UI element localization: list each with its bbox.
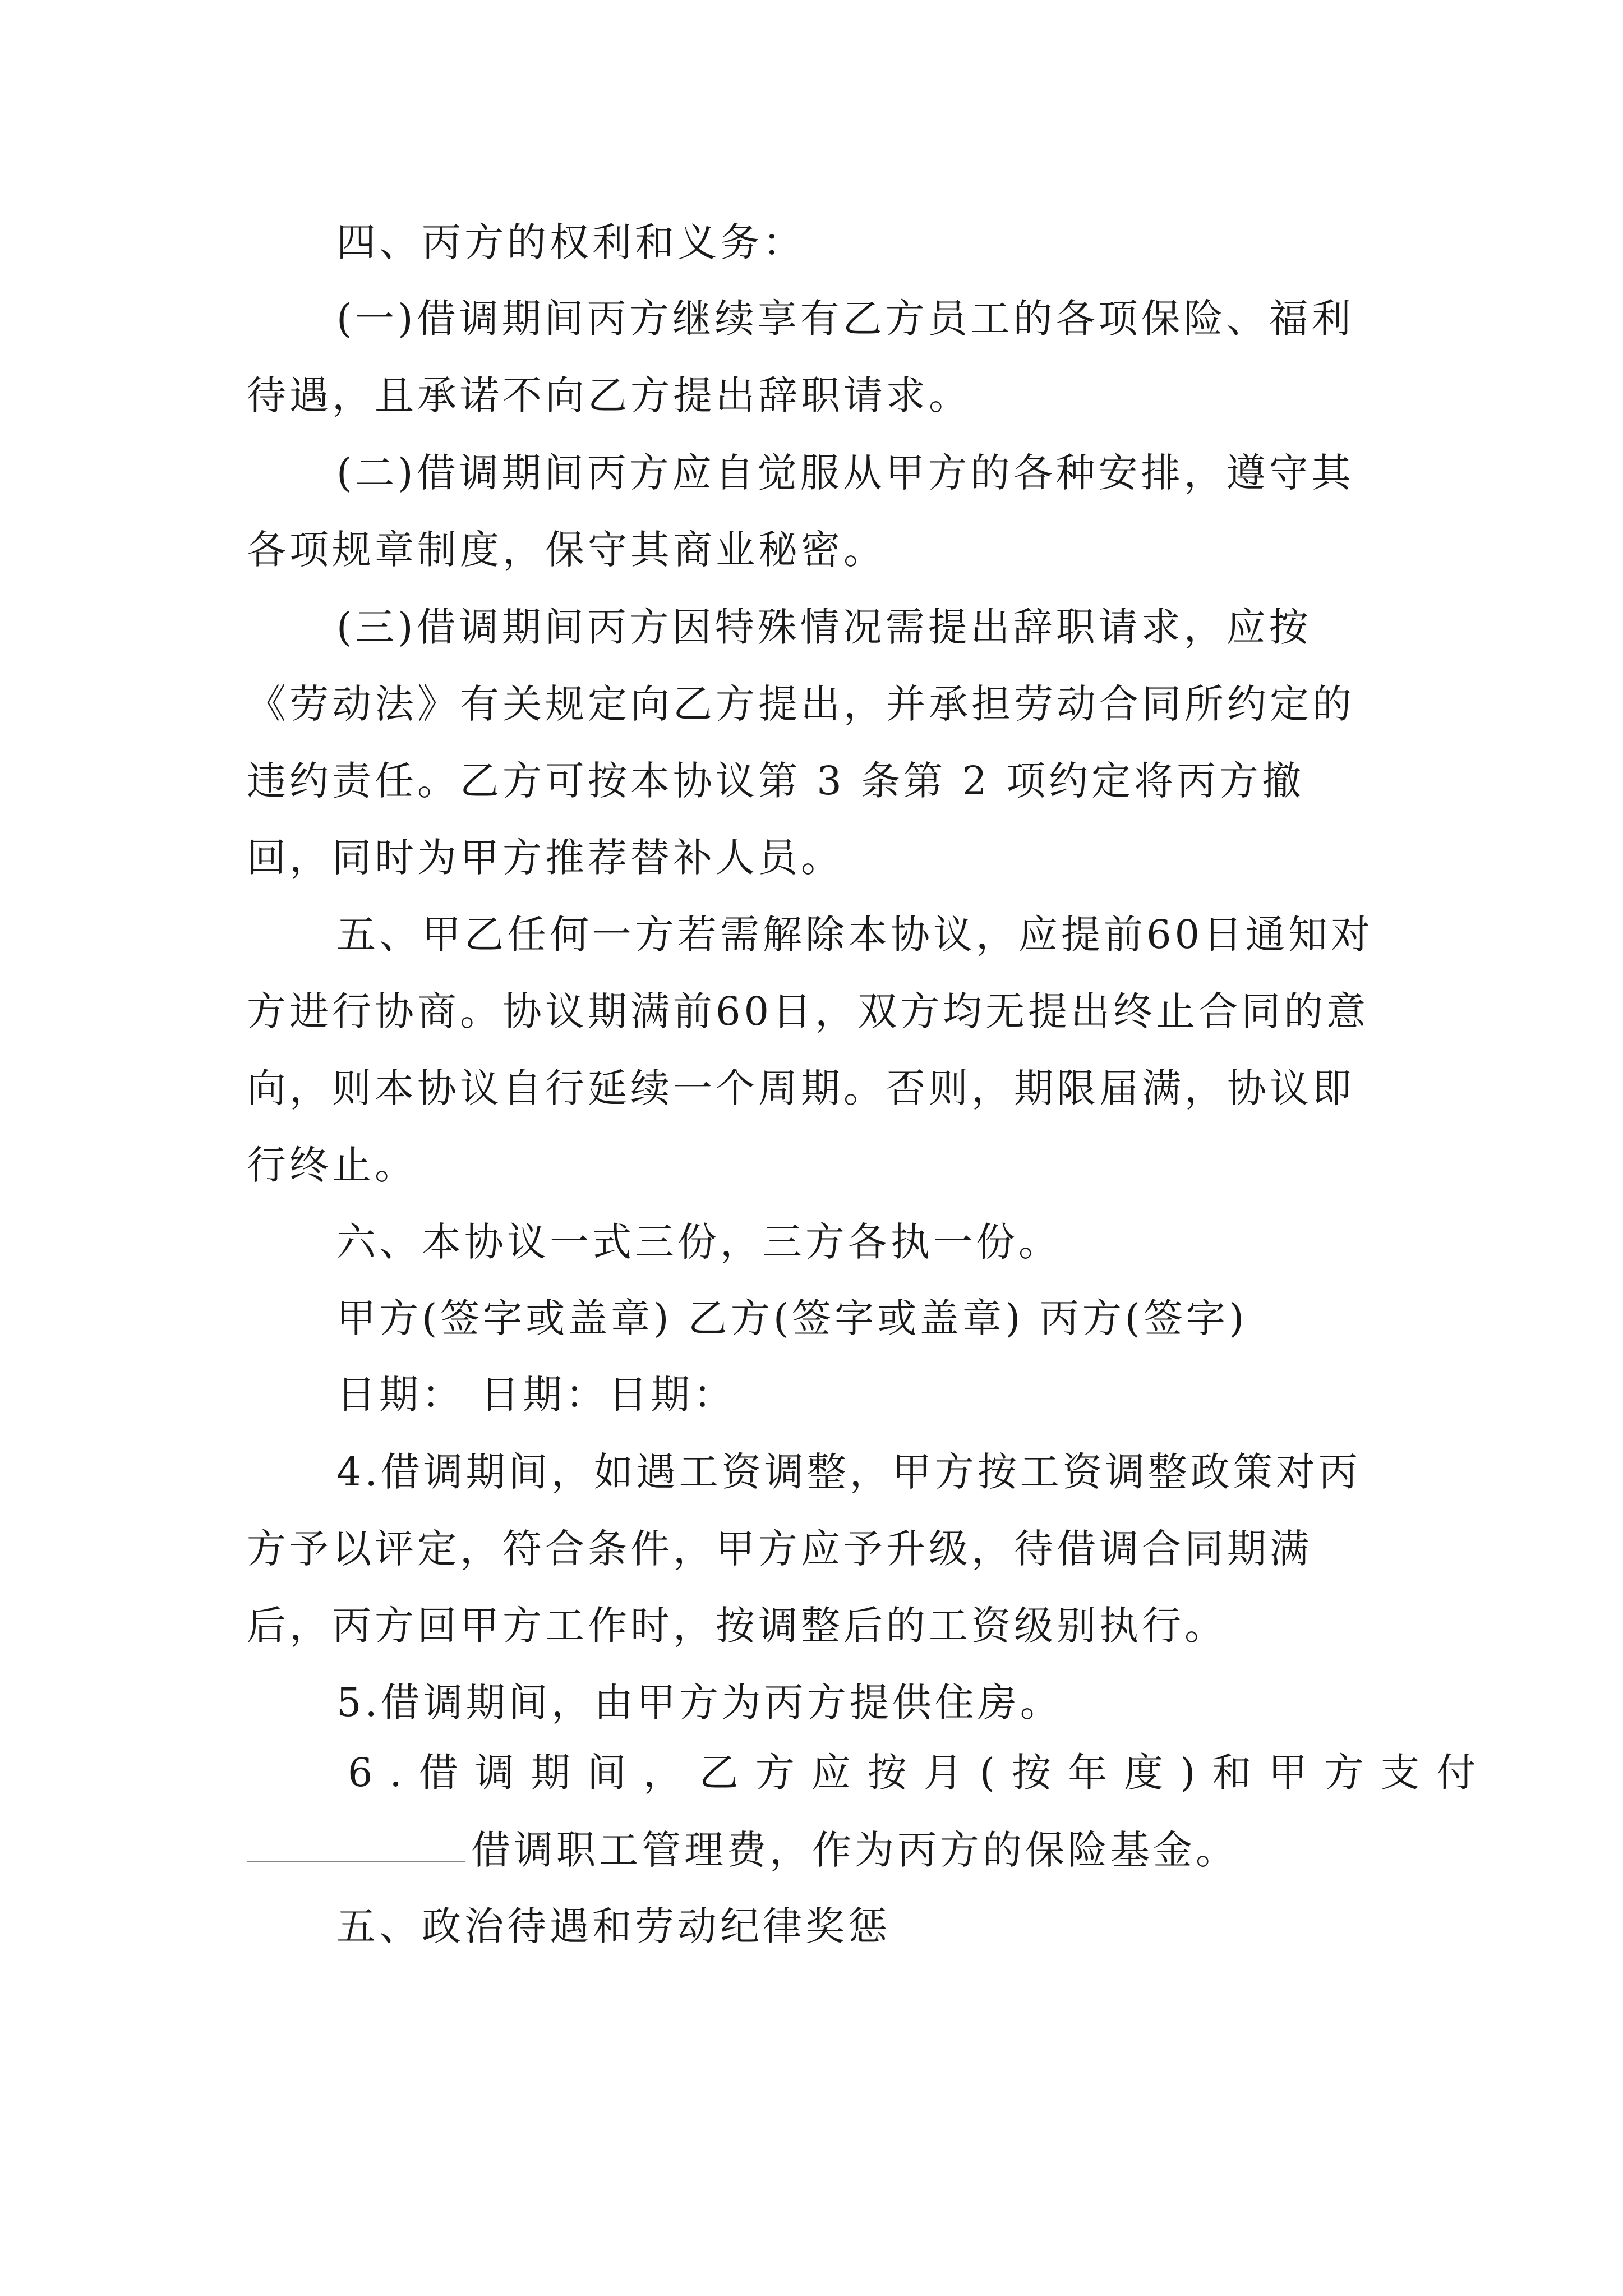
fee-blank-underline [247,1861,465,1862]
signature-line: 甲方(签字或盖章) 乙方(签字或盖章) 丙方(签字) [336,1295,1248,1341]
section-five-political-treatment: 五、政治待遇和劳动纪律奖惩 [336,1903,891,1949]
clause-item-4: 4.借调期间，如遇工资调整，甲方按工资调整政策对丙方予以评定，符合条件，甲方应予升级，待借调合同期满后，丙方回甲方工作时，按调整后的工资级别执行。 [247,1449,1361,1649]
section-five-termination: 五、甲乙任何一方若需解除本协议，应提前60日通知对方进行协商。协议期满前60日，双方均无提出终止合同的意向，则本协议自行延续一个周期。否则，期限届满，协议即行终止。 [247,912,1374,1188]
clause-item-5: 5.借调期间，由甲方为丙方提供住房。 [336,1680,1063,1726]
section-six-copies: 六、本协议一式三份，三方各执一份。 [336,1219,1061,1265]
date-line: 日期： 日期：日期： [336,1372,736,1418]
clause-item-6-second-line: 借调职工管理费，作为丙方的保险基金。 [471,1827,1238,1873]
clause-item-2: (二)借调期间丙方应自觉服从甲方的各种安排，遵守其各项规章制度，保守其商业秘密。 [247,450,1354,573]
clause-item-3: (三)借调期间丙方因特殊情况需提出辞职请求，应按《劳动法》有关规定向乙方提出，并承担劳动合同所约定的违约责任。乙方可按本协议第 3 条第 2 项约定将丙方撤回，同时为甲方推荐替补人员。 [247,604,1355,881]
clause-item-6-first-line: 6.借调期间，乙方应按月(按年度)和甲方支付 [348,1750,1493,1796]
clause-item-1: (一)借调期间丙方继续享有乙方员工的各项保险、福利待遇，且承诺不向乙方提出辞职请求。 [247,296,1354,418]
section-four-heading: 四、丙方的权利和义务： [336,219,805,265]
